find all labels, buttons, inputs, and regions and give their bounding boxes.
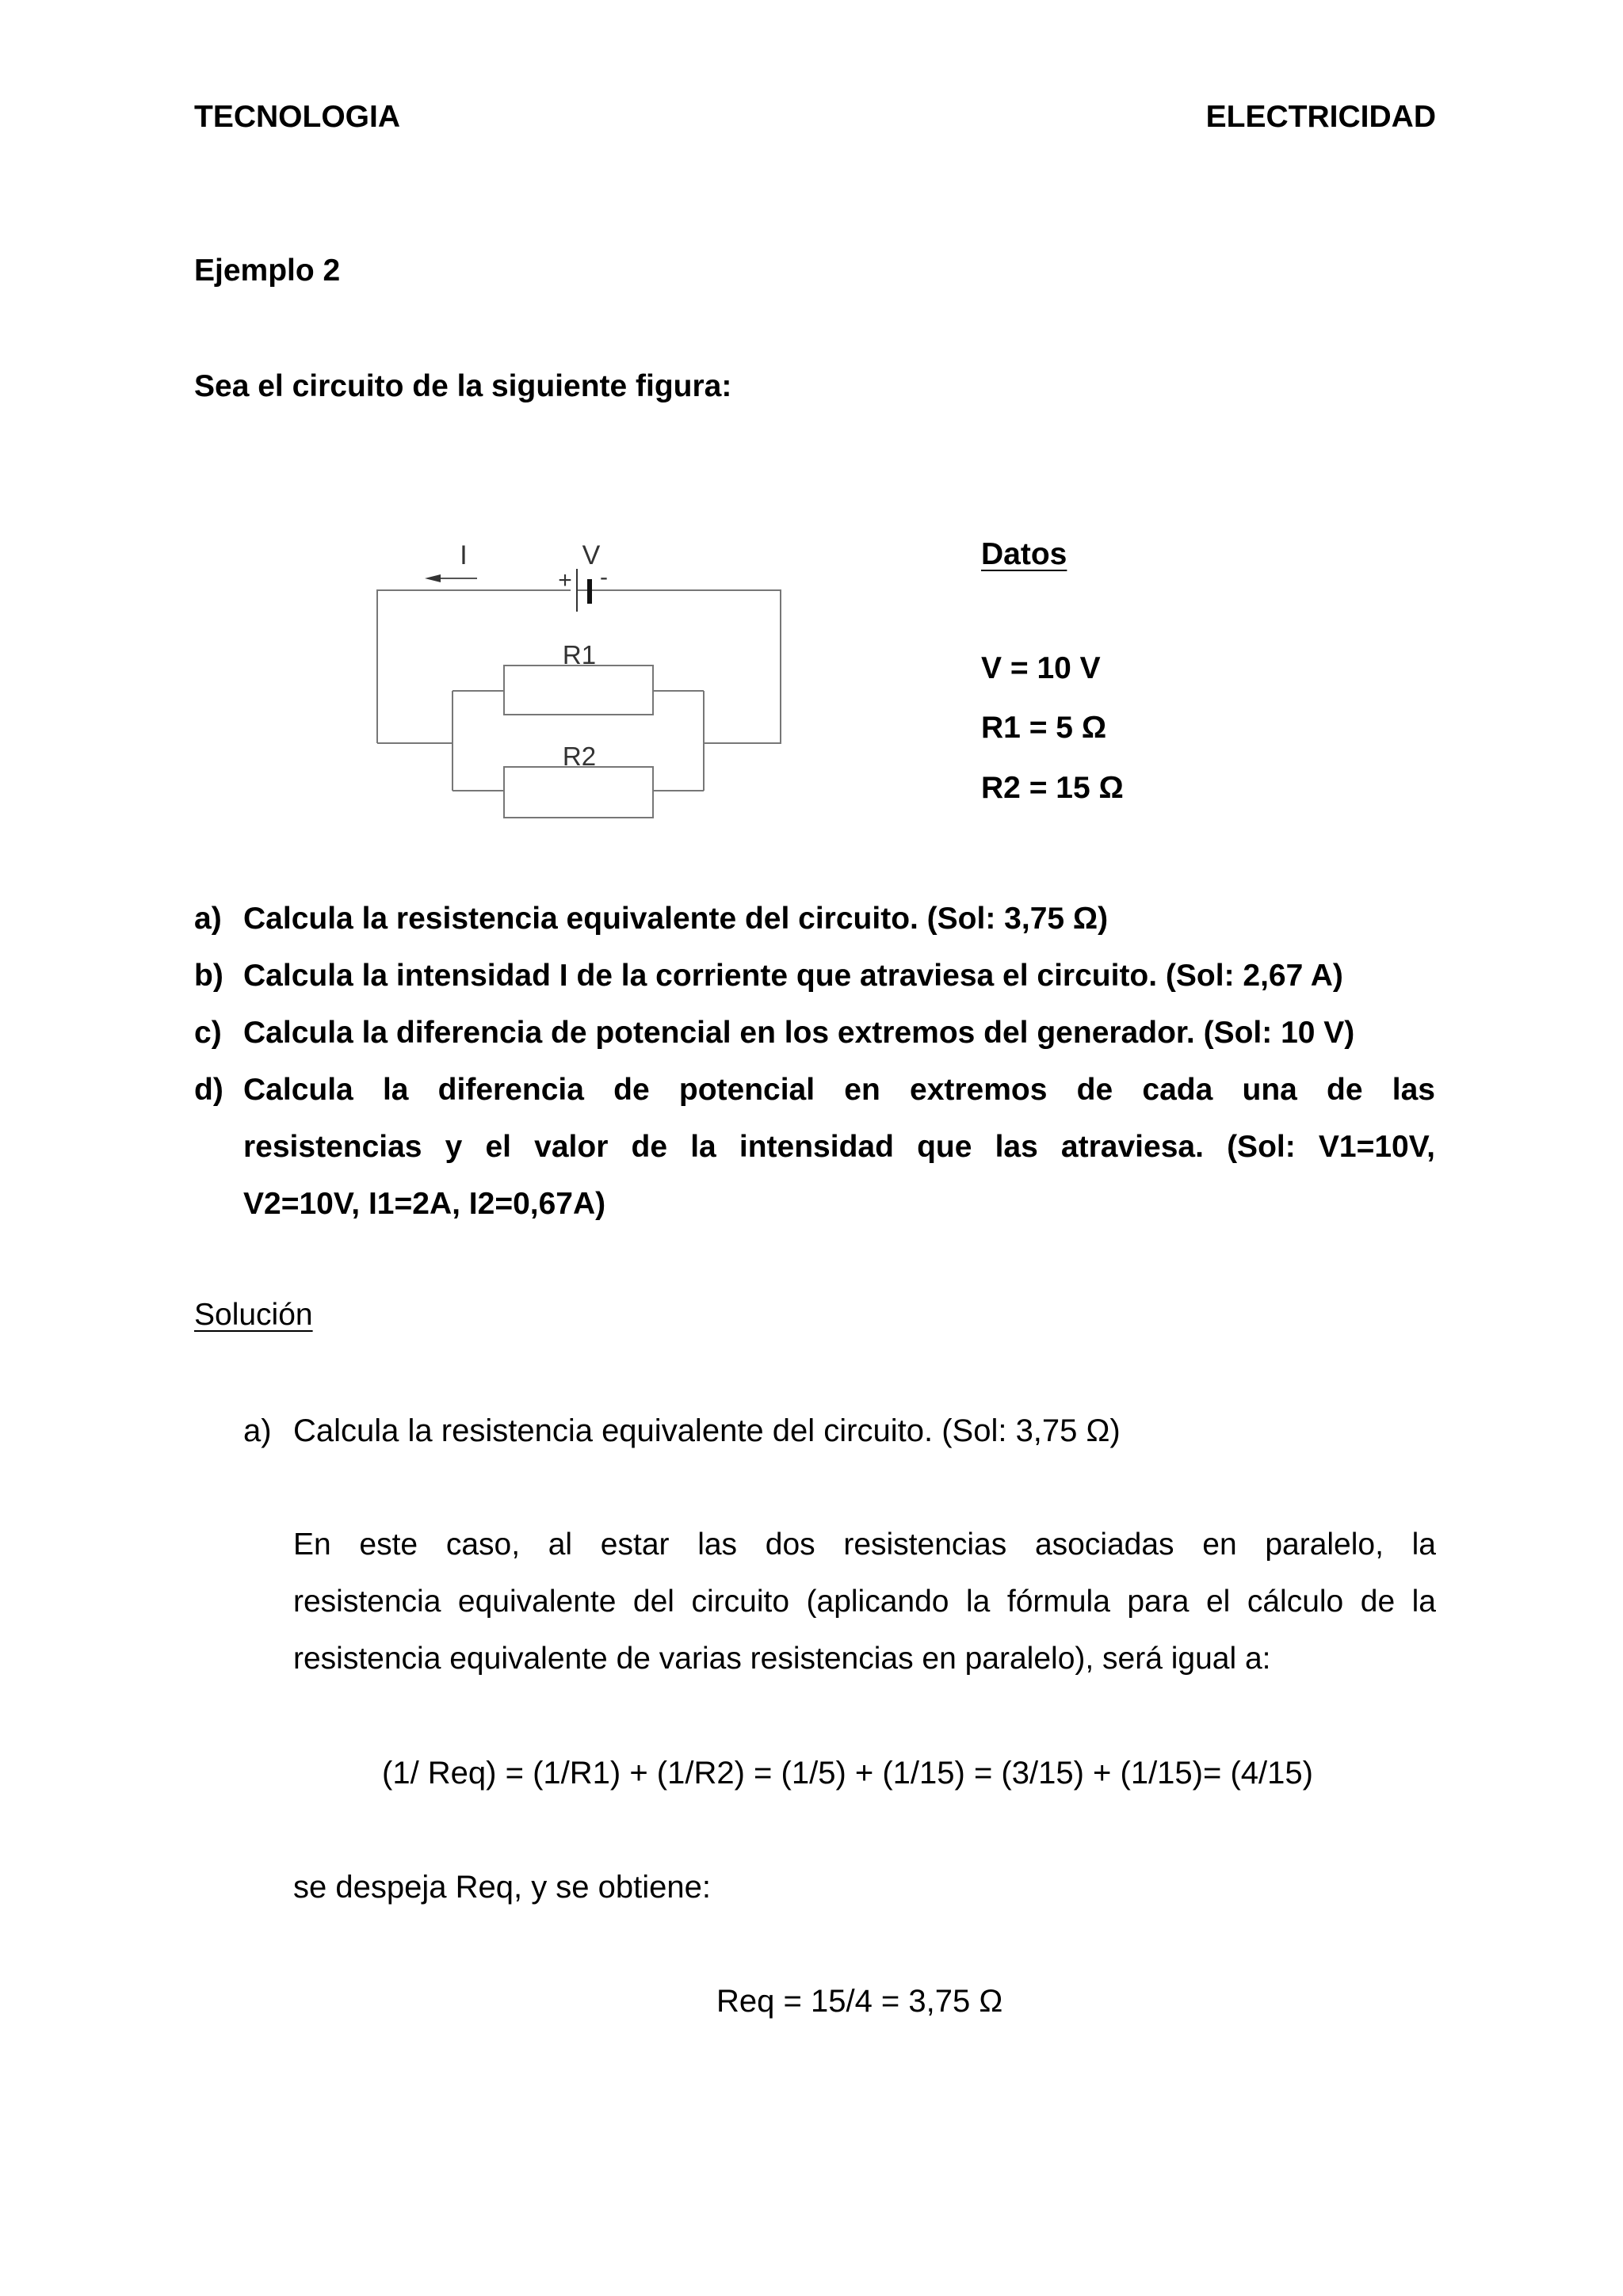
solution-paragraph-line: resistencia equivalente del circuito (aplicando la fórmula para el cálculo de la: [293, 1585, 1436, 1619]
header-subject: TECNOLOGIA: [194, 100, 400, 134]
question-label: d): [194, 1073, 223, 1107]
datos-title: Datos: [981, 537, 1067, 571]
label-minus: -: [600, 564, 608, 590]
solution-a-label: a): [243, 1413, 272, 1448]
current-arrow-icon: [425, 574, 441, 582]
intro-text: Sea el circuito de la siguiente figura:: [194, 369, 732, 403]
question-text: Calcula la resistencia equivalente del circuito. (Sol: 3,75 Ω): [243, 902, 1109, 936]
question-label: b): [194, 959, 223, 993]
formula: (1/ Req) = (1/R1) + (1/R2) = (1/5) + (1/15) = (3/15) + (1/15)= (4/15): [382, 1756, 1313, 1791]
example-title: Ejemplo 2: [194, 254, 341, 288]
datos-item: R1 = 5 Ω: [981, 711, 1107, 745]
wire-left: [377, 590, 571, 743]
solution-step: se despeja Req, y se obtiene:: [293, 1870, 712, 1905]
result: Req = 15/4 = 3,75 Ω: [716, 1984, 1003, 2019]
question-text: V2=10V, I1=2A, I2=0,67A): [243, 1187, 606, 1221]
circuit-diagram: [0, 0, 1623, 871]
label-voltage: V: [582, 540, 601, 570]
solution-paragraph-line: En este caso, al estar las dos resistencias asociadas en paralelo, la: [293, 1527, 1436, 1562]
solution-paragraph-line: resistencia equivalente de varias resistencias en paralelo), será igual a:: [293, 1642, 1271, 1676]
datos-item: V = 10 V: [981, 651, 1101, 685]
label-r1: R1: [562, 640, 597, 669]
question-label: a): [194, 902, 222, 936]
question-text: resistencias y el valor de la intensidad que las atraviesa. (Sol: V1=10V,: [243, 1130, 1435, 1164]
resistor-r1: [504, 666, 653, 715]
solution-a-question: Calcula la resistencia equivalente del circuito. (Sol: 3,75 Ω): [293, 1413, 1121, 1448]
question-text: Calcula la intensidad I de la corriente que atraviesa el circuito. (Sol: 2,67 A): [243, 959, 1343, 993]
solution-title: Solución: [194, 1298, 313, 1332]
resistor-r2: [504, 767, 653, 818]
header-topic: ELECTRICIDAD: [1205, 100, 1436, 134]
question-text: Calcula la diferencia de potencial en los extremos del generador. (Sol: 10 V): [243, 1016, 1355, 1050]
label-plus: +: [558, 567, 572, 593]
question-label: c): [194, 1016, 222, 1050]
question-text: Calcula la diferencia de potencial en extremos de cada una de las: [243, 1073, 1435, 1107]
label-r2: R2: [562, 742, 597, 771]
label-current: I: [460, 540, 468, 570]
wire-right: [577, 590, 781, 743]
datos-item: R2 = 15 Ω: [981, 771, 1124, 805]
